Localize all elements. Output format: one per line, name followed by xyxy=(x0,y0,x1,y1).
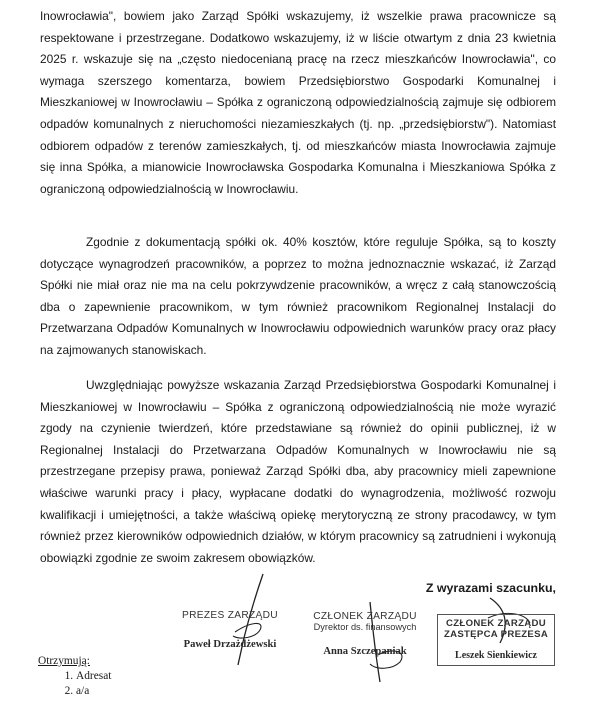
stamp-member2-role2: ZASTĘPCA PREZESA xyxy=(443,629,549,640)
stamp-member1-role: CZŁONEK ZARZĄDU xyxy=(313,611,417,622)
closing-salutation: Z wyrazami szacunku, xyxy=(425,581,556,595)
stamp-member2-name: Leszek Sienkiewicz xyxy=(455,650,537,661)
stamp-president-role: PREZES ZARZĄDU xyxy=(182,610,278,621)
stamp-board-member-2 xyxy=(437,614,555,666)
recipient-item: 1. Adresat xyxy=(76,669,111,684)
letter-paragraph-3: Uwzględniając powyższe wskazania Zarząd Przedsiębiorstwa Gospodarki Komunalnej i Mieszkaniowej w Inowrocławiu – Spółka z ograniczoną odpowiedzialnością nie może wyrazić zgody na czynienie twierdzeń, które przedstawiane są również do opinii publicznej, iż w Regionalnej Instalacji do Przetwarzana Odpadów Komunalnych w Inowrocławiu nie są przestrzegane przepisy prawa, ponieważ Zarząd Spółki dba, aby pracownicy mieli zapewnione właściwe warunki pracy i płacy, wypłacane dodatki do wynagrodzenia, możliwość rozwoju kwalifikacji i umiejętności, a także właściwą opiekę merytoryczną ze strony pracodawcy, w tym również przez kierowników odpowiednich działów, w którym pracownicy są zatrudnieni i wykonują obowiązki zgodnie ze swoim zakresem obowiązków. xyxy=(40,378,556,565)
stamp-member1-subtitle: Dyrektor ds. finansowych xyxy=(313,622,417,632)
letter-paragraph-1: Inowrocławia", bowiem jako Zarząd Spółki wskazujemy, iż wszelkie prawa pracownicze są respektowane i przestrzegane. Dodatkowo wskazujemy, iż w liście otwartym z dnia 23 kwietnia 2025 r. wskazuje się na „często niedocenianą pracę na rzecz mieszkańców Inowrocławia", co wymaga szerszego komentarza, bowiem Przedsiębiorstwo Gospodarki Komunalnej i Mieszkaniowej w Inowrocławiu – Spółka z ograniczoną odpowiedzialnością zajmuje się odbiorem odpadów komunalnych z nieruchomości niezamieszkałych (tj. np. „przedsiębiorstw"). Natomiast odbiorem odpadów z terenów zamieszkałych, tj. od mieszkańców miasta Inowrocławia zajmuje się inna Spółka, a mianowicie Inowrocławska Gospodarka Komunalna i Mieszkaniowa Spółka z ograniczoną odpowiedzialnością w Inowrocławiu. xyxy=(40,9,556,196)
stamp-member1-name: Anna Szczepaniak xyxy=(323,646,407,657)
stamp-president xyxy=(170,610,290,650)
recipients-heading: Otrzymują: xyxy=(38,655,90,667)
recipient-item: 2. a/a xyxy=(76,684,111,699)
recipients-list xyxy=(38,655,111,698)
stamp-president-name: Paweł Drzażdżewski xyxy=(183,639,277,650)
stamp-board-member-1 xyxy=(300,611,430,657)
letter-paragraph-2: Zgodnie z dokumentacją spółki ok. 40% kosztów, które reguluje Spółka, są to koszty dotyczące wynagrodzeń pracowników, a poprzez to można jednoznacznie wskazać, iż Zarząd Spółki nie miał oraz nie ma na celu pokrzywdzenie pracowników, a wręcz z całą stanowczością dba o zapewnienie pracownikom, w tym również pracownikom Regionalnej Instalacji do Przetwarzana Odpadów Komunalnych w Inowrocławiu odpowiednich warunków pracy oraz płacy na zajmowanych stanowiskach. xyxy=(40,235,556,357)
stamp-member2-role1: CZŁONEK ZARZĄDU xyxy=(446,618,546,629)
